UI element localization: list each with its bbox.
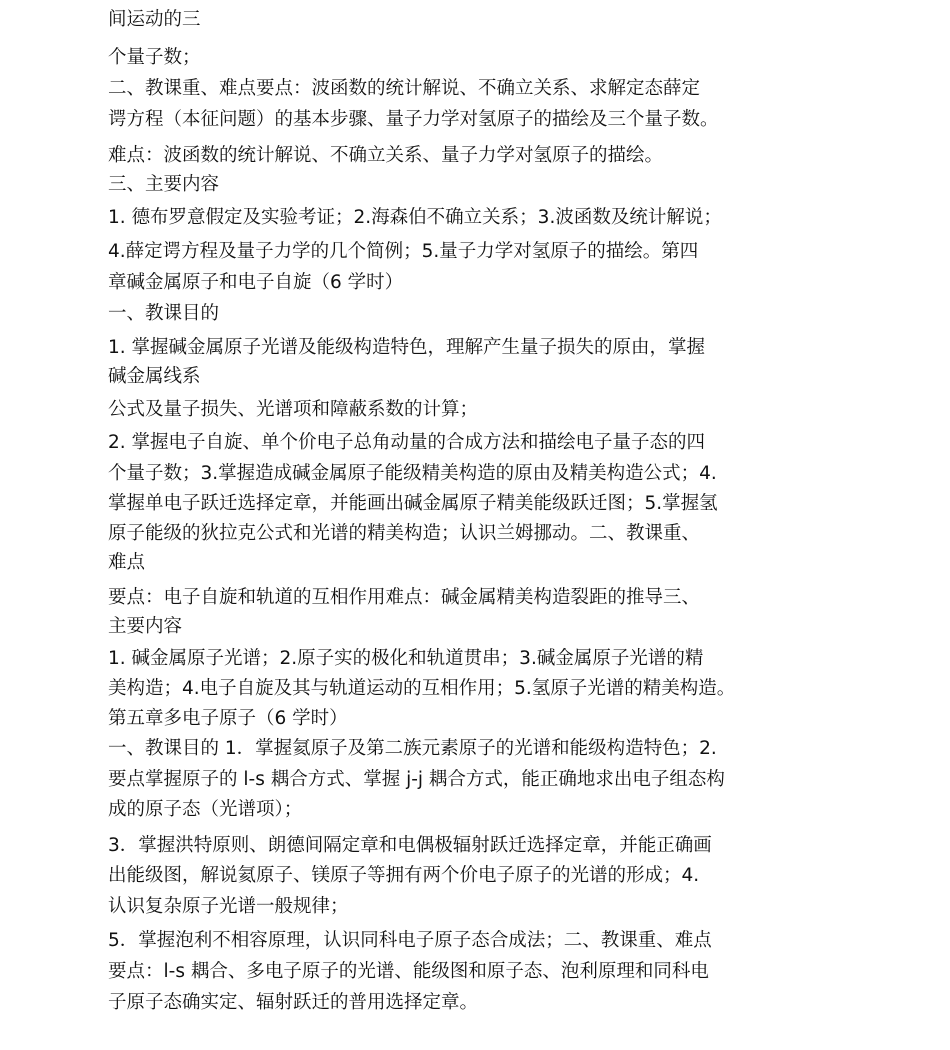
- text-line: 原子能级的狄拉克公式和光谱的精美构造；认识兰姆挪动。二、教课重、: [108, 523, 701, 544]
- text-line: 2. 掌握电子自旋、单个价电子总角动量的合成方法和描绘电子量子态的四: [108, 432, 706, 453]
- text-line: 子原子态确实定、辐射跃迁的普用选择定章。: [108, 992, 479, 1013]
- text-line: 要点：l-s 耦合、多电子原子的光谱、能级图和原子态、泡利原理和同科电: [108, 961, 709, 982]
- text-line: 4.薛定谔方程及量子力学的几个简例；5.量子力学对氢原子的描绘。第四: [108, 241, 699, 262]
- text-line: 掌握单电子跃迁选择定章，并能画出碱金属原子精美能级跃迁图；5.掌握氢: [108, 493, 718, 514]
- text-line: 美构造；4.电子自旋及其与轨道运动的互相作用；5.氢原子光谱的精美构造。: [108, 678, 736, 699]
- text-line: 1. 掌握碱金属原子光谱及能级构造特色，理解产生量子损失的原由，掌握: [108, 337, 706, 358]
- text-line: 1. 德布罗意假定及实验考证；2.海森伯不确立关系；3.波函数及统计解说；: [108, 207, 722, 228]
- text-line: 认识复杂原子光谱一般规律；: [108, 896, 349, 917]
- text-line: 一、教课目的 1．掌握氦原子及第二族元素原子的光谱和能级构造特色；2.: [108, 738, 717, 759]
- text-line: 5．掌握泡利不相容原理，认识同科电子原子态合成法；二、教课重、难点: [108, 930, 712, 951]
- text-line: 个量子数；3.掌握造成碱金属原子能级精美构造的原由及精美构造公式；4.: [108, 463, 717, 484]
- text-line: 一、教课目的: [108, 303, 220, 324]
- text-line: 成的原子态（光谱项）；: [108, 799, 303, 820]
- text-line: 二、教课重、难点要点：波函数的统计解说、不确立关系、求解定态薛定: [108, 78, 701, 99]
- text-line: 三、主要内容: [108, 174, 220, 195]
- text-line: 碱金属线系: [108, 366, 201, 387]
- text-line: 公式及量子损失、光谱项和障蔽系数的计算；: [108, 399, 479, 420]
- text-line: 出能级图，解说氦原子、镁原子等拥有两个价电子原子的光谱的形成；4.: [108, 865, 700, 886]
- text-line: 难点: [108, 552, 146, 573]
- text-line: 3．掌握洪特原则、朗德间隔定章和电偶极辐射跃迁选择定章，并能正确画: [108, 835, 712, 856]
- text-line: 1. 碱金属原子光谱；2.原子实的极化和轨道贯串；3.碱金属原子光谱的精: [108, 648, 704, 669]
- text-line: 主要内容: [108, 616, 183, 637]
- text-line: 要点掌握原子的 l-s 耦合方式、掌握 j-j 耦合方式，能正确地求出电子组态构: [108, 769, 725, 790]
- text-line: 章碱金属原子和电子自旋（6 学时）: [108, 272, 404, 293]
- text-line: 第五章多电子原子（6 学时）: [108, 708, 348, 729]
- text-line: 难点：波函数的统计解说、不确立关系、量子力学对氢原子的描绘。: [108, 145, 664, 166]
- text-line: 要点：电子自旋和轨道的互相作用难点：碱金属精美构造裂距的推导三、: [108, 587, 701, 608]
- text-line: 个量子数；: [108, 47, 201, 68]
- text-line: 谔方程（本征问题）的基本步骤、量子力学对氢原子的描绘及三个量子数。: [108, 109, 719, 130]
- text-line: 间运动的三: [108, 9, 201, 30]
